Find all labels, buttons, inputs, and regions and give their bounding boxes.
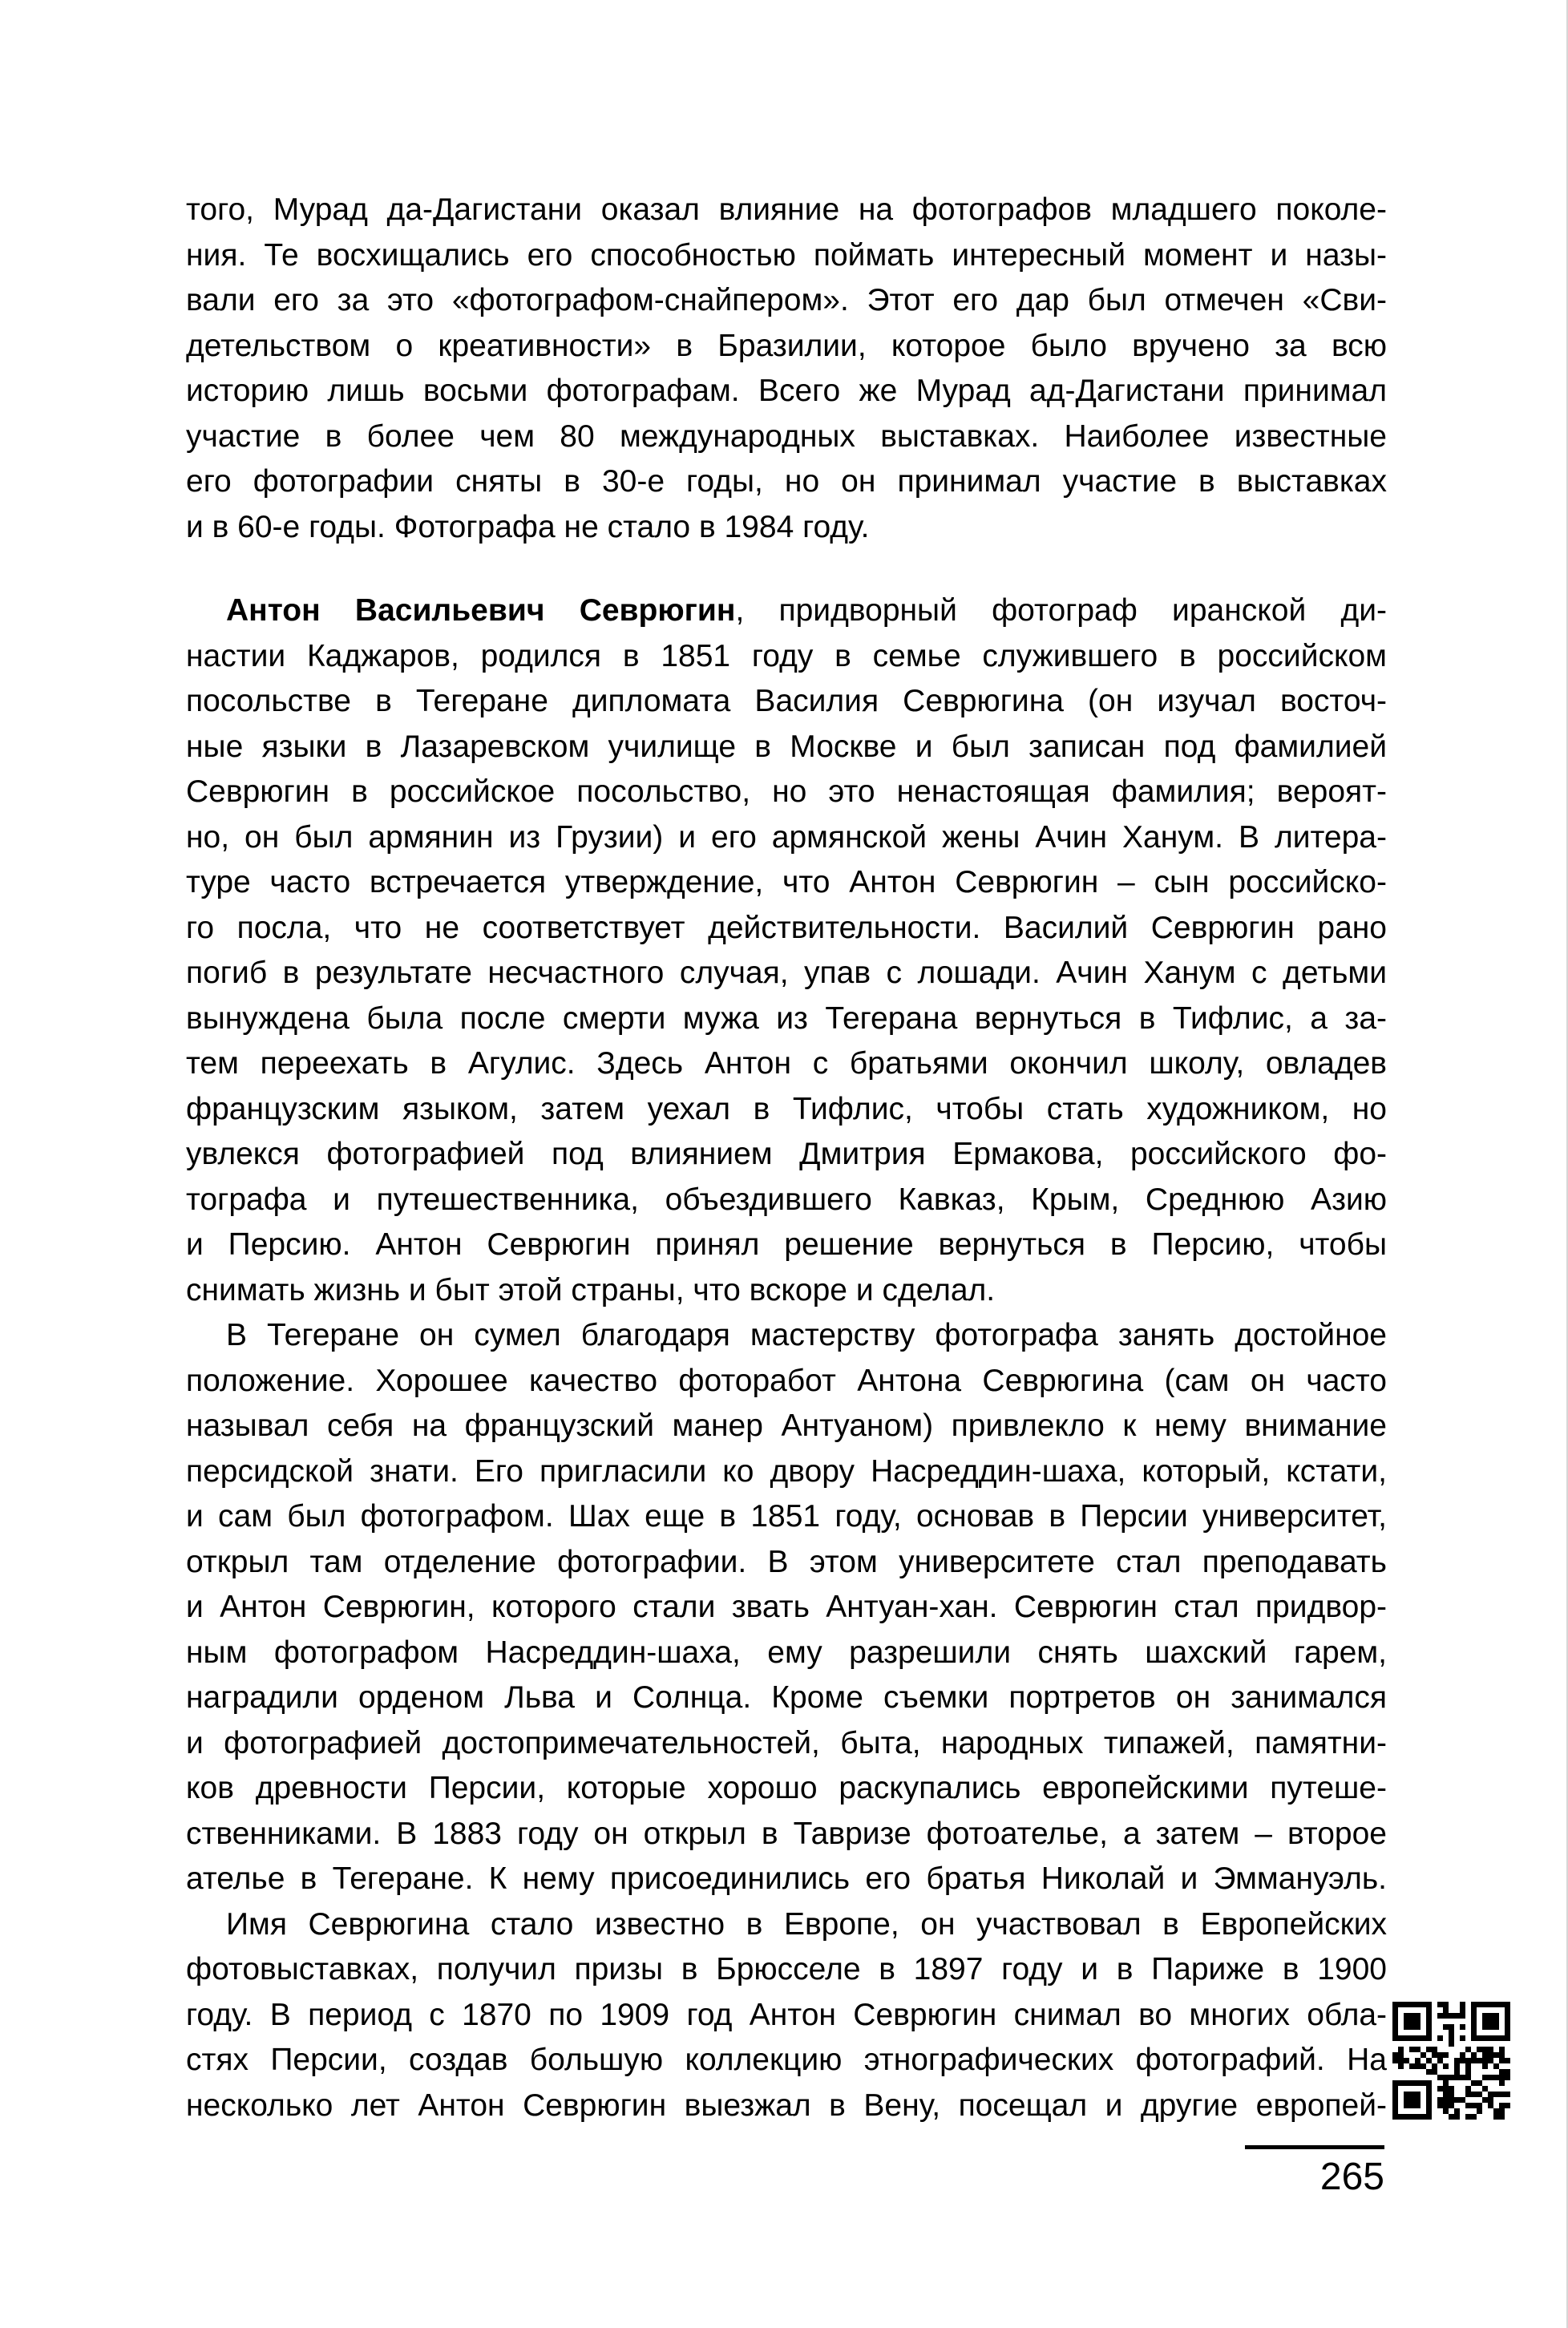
text-line: фотовыставках, получил призы в Брюсселе в 1897 году и в Париже в 1900 — [186, 1952, 1387, 1986]
text-line: тем переехать в Агулис. Здесь Антон с братьями окончил школу, овладев — [186, 1046, 1387, 1081]
text-line: ственниками. В 1883 году он открыл в Тавризе фотоателье, а затем – второе — [186, 1816, 1387, 1851]
text-line: Антон Васильевич Севрюгин, придворный фотограф иранской ди- — [226, 593, 1387, 628]
text-line: историю лишь восьми фотографам. Всего же Мурад ад-Дагистани принимал — [186, 374, 1387, 408]
page-number: 265 — [1319, 2156, 1384, 2198]
text-line: увлекся фотографией под влиянием Дмитрия Ермакова, российского фо- — [186, 1137, 1387, 1171]
paragraph — [186, 1313, 1387, 1902]
text-line: и Персию. Антон Севрюгин принял решение вернуться в Персию, чтобы — [186, 1227, 1387, 1262]
text-line: В Тегеране он сумел благодаря мастерству фотографа занять достойное — [226, 1318, 1387, 1352]
text-line: ателье в Тегеране. К нему присоединились его братья Николай и Эммануэль. — [186, 1861, 1387, 1896]
text-line: открыл там отделение фотографии. В этом университете стал преподавать — [186, 1544, 1387, 1579]
footer-rule — [1245, 2145, 1384, 2149]
text-line: туре часто встречается утверждение, что Антон Севрюгин – сын российско- — [186, 865, 1387, 899]
text-line: называл себя на французский манер Антуаном) привлекло к нему внимание — [186, 1409, 1387, 1443]
text-line: го посла, что не соответствует действительности. Василий Севрюгин рано — [186, 910, 1387, 945]
text-line: погиб в результате несчастного случая, упав с лошади. Ачин Ханум с детьми — [186, 956, 1387, 990]
text-line: Имя Севрюгина стало известно в Европе, он участвовал в Европейских — [226, 1906, 1387, 1942]
body-text — [186, 188, 1387, 2128]
text-line: тографа и путешественника, объездившего Кавказ, Крым, Среднюю Азию — [186, 1182, 1387, 1217]
text-line: положение. Хорошее качество фоторабот Антона Севрюгина (сам он часто — [186, 1363, 1387, 1398]
text-line: и фотографией достопримечательностей, быта, народных типажей, памятни- — [186, 1725, 1387, 1760]
text-line: стях Персии, создав большую коллекцию этнографических фотографий. На — [186, 2043, 1387, 2077]
text-line: участие в более чем 80 международных выставках. Наиболее известные — [186, 418, 1387, 454]
text-line: настии Каджаров, родился в 1851 году в семье служившего в российском — [186, 638, 1387, 673]
text-line: посольстве в Тегеране дипломата Василия Севрюгина (он изучал восточ- — [186, 684, 1387, 718]
text-line: году. В период с 1870 по 1909 год Антон Севрюгин снимал во многих обла- — [186, 1997, 1387, 2032]
text-line: его фотографии сняты в 30-е годы, но он принимал участие в выставках — [186, 464, 1387, 499]
paragraph — [186, 1902, 1387, 2129]
text-line: но, он был армянин из Грузии) и его армянской жены Ачин Ханум. В литера- — [186, 819, 1387, 855]
text-line: персидской знати. Его пригласили ко двору Насреддин-шаха, который, кстати, — [186, 1453, 1387, 1489]
text-line: ным фотографом Насреддин-шаха, ему разрешили снять шахский гарем, — [186, 1635, 1387, 1670]
text-line: французским языком, затем уехал в Тифлис, чтобы стать художником, но — [186, 1091, 1387, 1126]
text-line: снимать жизнь и быт этой страны, что вскоре и сделал. — [186, 1272, 996, 1307]
text-line: и Антон Севрюгин, которого стали звать Антуан-хан. Севрюгин стал придвор- — [186, 1590, 1387, 1624]
qr-code — [1392, 2002, 1510, 2120]
text-line: того, Мурад да-Дагистани оказал влияние на фотографов младшего поколе- — [186, 192, 1387, 227]
text-line: ков древности Персии, которые хорошо раскупались европейскими путеше- — [186, 1771, 1387, 1805]
text-line: вынуждена была после смерти мужа из Тегерана вернуться в Тифлис, а за- — [186, 1000, 1387, 1036]
text-line: и сам был фотографом. Шах еще в 1851 году, основав в Персии университет, — [186, 1499, 1387, 1534]
text-line: ния. Те восхищались его способностью поймать интересный момент и назы- — [186, 237, 1387, 273]
text-line: детельством о креативности» в Бразилии, которое было вручено за всю — [186, 328, 1387, 363]
text-line: ные языки в Лазаревском училище в Москве и был записан под фамилией — [186, 729, 1387, 764]
text-line: Севрюгин в российское посольство, но это ненастоящая фамилия; вероят- — [186, 774, 1387, 809]
text-line: несколько лет Антон Севрюгин выезжал в Вену, посещал и другие европей- — [186, 2088, 1387, 2123]
text-line: и в 60-е годы. Фотографа не стало в 1984 году. — [186, 509, 870, 544]
text-line: вали его за это «фотографом-снайпером». Этот его дар был отмечен «Сви- — [186, 283, 1387, 317]
text-line: наградили орденом Льва и Солнца. Кроме съемки портретов он занимался — [186, 1680, 1387, 1715]
paragraph — [186, 588, 1387, 1313]
paragraph — [186, 188, 1387, 550]
